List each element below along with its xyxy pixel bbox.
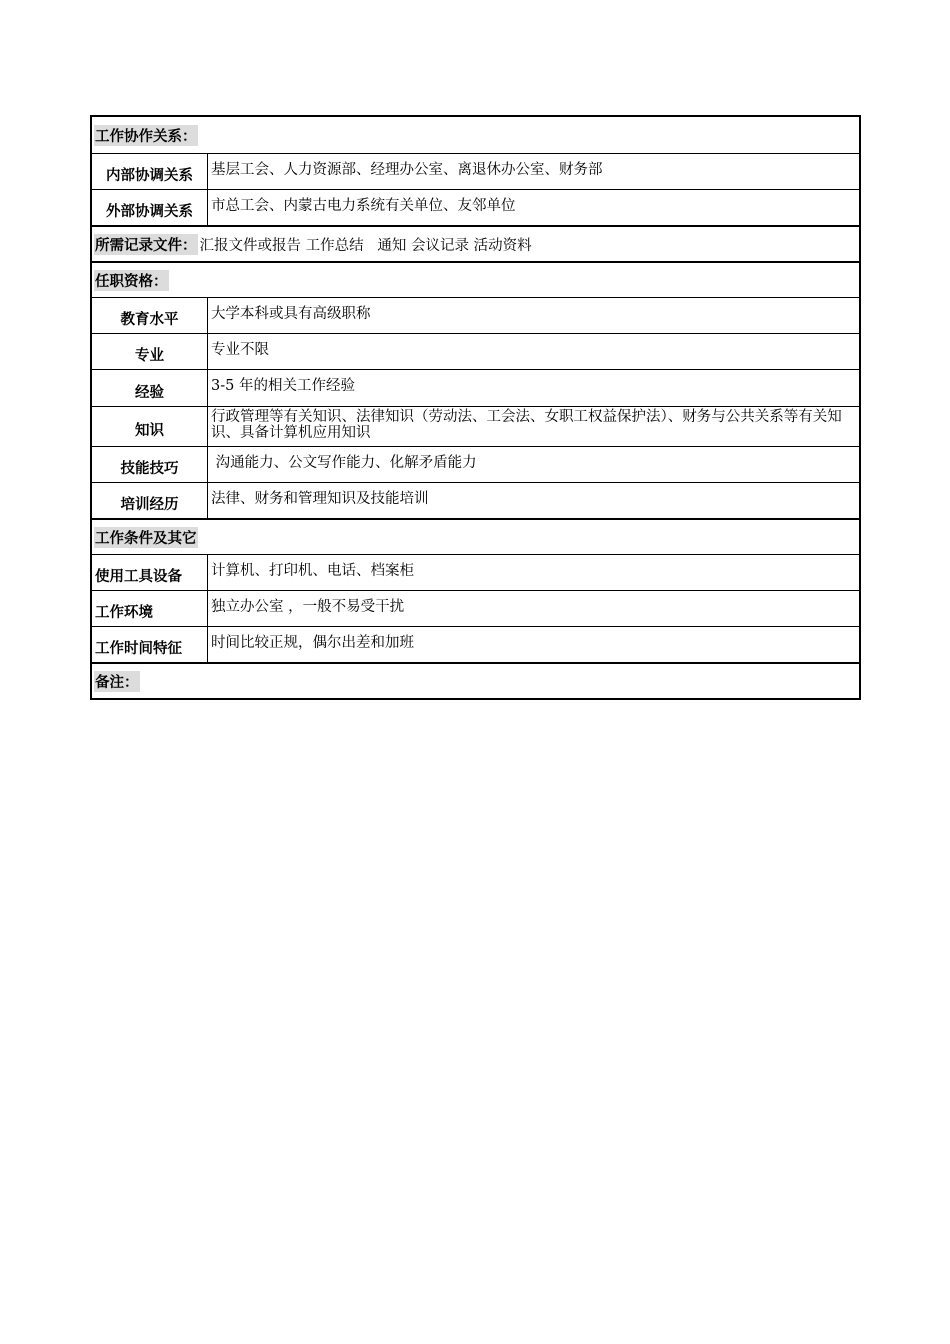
qualification-row-training (92, 482, 859, 518)
education-label: 教育水平 (92, 298, 208, 333)
external-coordination-row (92, 189, 859, 225)
external-coordination-label: 外部协调关系 (92, 190, 208, 225)
hours-label: 工作时间特征 (92, 627, 208, 662)
conditions-row-tools (92, 554, 859, 590)
hours-value: 时间比较正规，偶尔出差和加班 (211, 635, 414, 651)
knowledge-label: 知识 (92, 407, 208, 446)
qualification-row-knowledge (92, 406, 859, 446)
qualifications-heading: 任职资格： (94, 270, 169, 291)
external-coordination-value: 市总工会、内蒙古电力系统有关单位、友邻单位 (211, 198, 516, 214)
tools-label: 使用工具设备 (92, 555, 208, 590)
internal-coordination-value: 基层工会、人力资源部、经理办公室、离退休办公室、财务部 (211, 162, 603, 178)
training-value: 法律、财务和管理知识及技能培训 (211, 491, 429, 507)
remarks-row (92, 662, 859, 698)
experience-label: 经验 (92, 370, 208, 406)
environment-label: 工作环境 (92, 591, 208, 626)
conditions-header-row (92, 518, 859, 554)
records-value: 汇报文件或报告 工作总结 通知 会议记录 活动资料 (199, 237, 532, 254)
training-label: 培训经历 (92, 483, 208, 518)
qualification-row-major (92, 333, 859, 369)
collaboration-heading: 工作协作关系： (94, 125, 198, 146)
conditions-row-environment (92, 590, 859, 626)
qualifications-header-row (92, 261, 859, 297)
collaboration-header-row (92, 117, 859, 153)
knowledge-value: 行政管理等有关知识、法律知识（劳动法、工会法、女职工权益保护法）、财务与公共关系等有关知识、具备计算机应用知识 (211, 409, 842, 441)
education-value: 大学本科或具有高级职称 (211, 306, 371, 322)
conditions-row-hours (92, 626, 859, 662)
environment-value: 独立办公室 ，一般不易受干扰 (211, 599, 405, 615)
conditions-heading: 工作条件及其它 (94, 527, 198, 548)
internal-coordination-row (92, 153, 859, 189)
qualification-row-experience (92, 369, 859, 406)
major-label: 专业 (92, 334, 208, 369)
records-row (92, 225, 859, 261)
major-value: 专业不限 (211, 342, 269, 358)
experience-value: 3-5 年的相关工作经验 (211, 378, 355, 394)
internal-coordination-label: 内部协调关系 (92, 154, 208, 189)
skills-value: 沟通能力、公文写作能力、化解矛盾能力 (211, 455, 477, 471)
qualification-row-skills (92, 446, 859, 482)
qualification-row-education (92, 297, 859, 333)
tools-value: 计算机、打印机、电话、档案柜 (211, 563, 414, 579)
remarks-heading: 备注： (94, 671, 140, 692)
job-description-table (90, 115, 861, 700)
skills-label: 技能技巧 (92, 447, 208, 482)
records-heading: 所需记录文件： (94, 234, 198, 255)
